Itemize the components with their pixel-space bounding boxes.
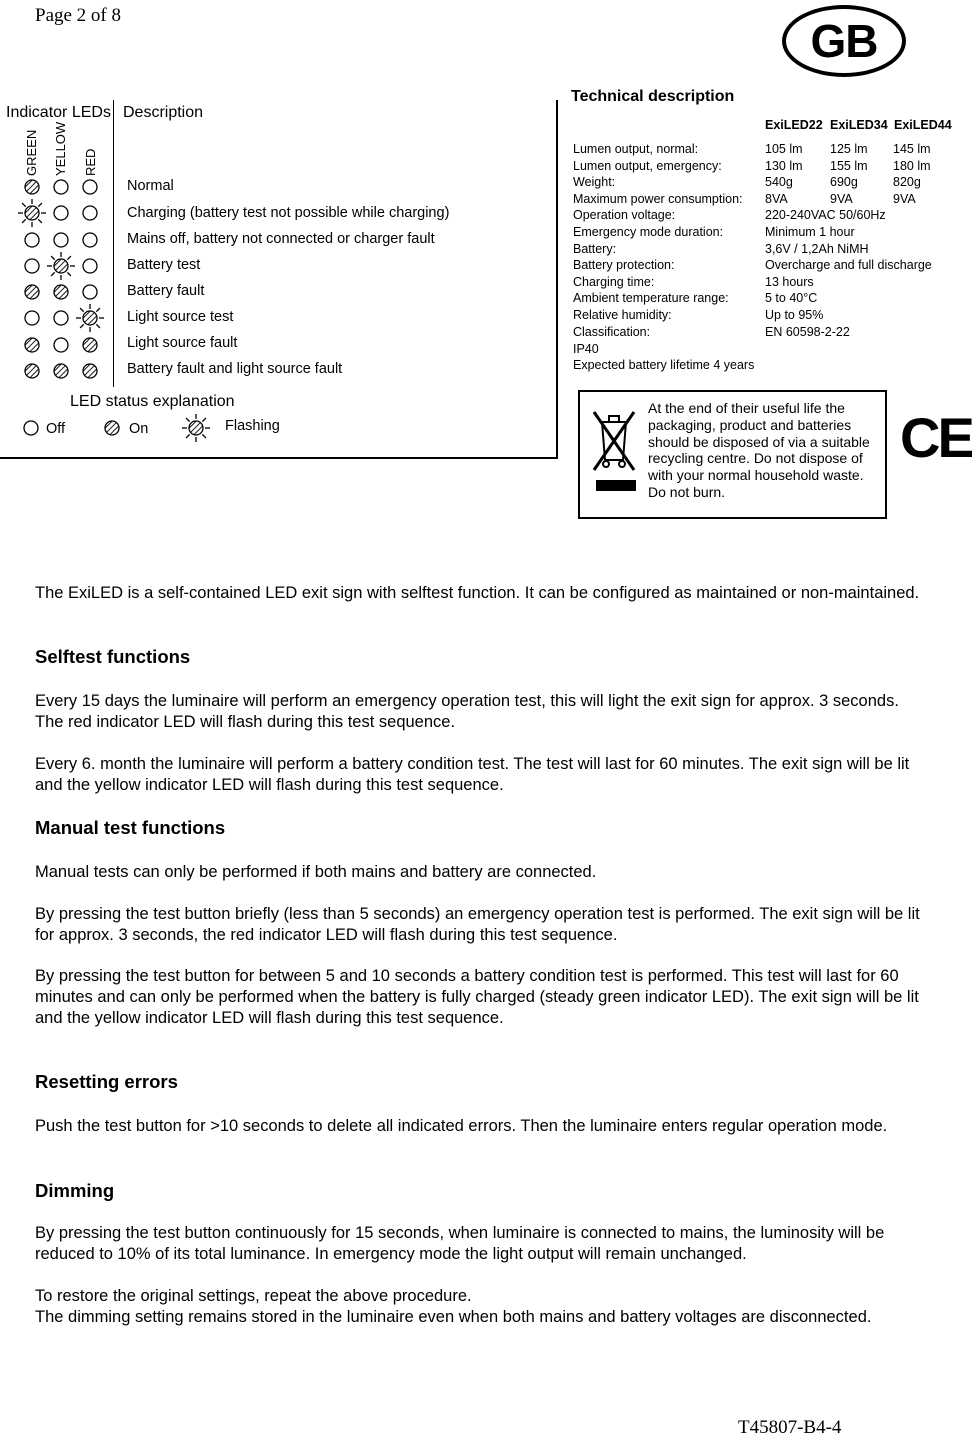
led-on-icon [46,356,76,386]
led-flashing-icon [17,198,47,228]
led-indicator [17,251,43,277]
led-off-icon [16,413,46,443]
model-header-2: ExiLED44 [894,118,952,132]
tech-label: Relative humidity: [573,308,672,322]
led-indicator [75,303,101,329]
battery-lifetime: Expected battery lifetime 4 years [573,358,755,372]
tech-value: 9VA [830,191,853,206]
tech-value: 105 lm [765,142,803,156]
technical-title: Technical description [571,88,735,105]
tech-value: Minimum 1 hour [765,225,855,239]
ip-rating: IP40 [573,342,599,356]
led-flashing-icon [75,303,105,333]
indicator-leds-header: Indicator LEDs [6,104,111,121]
row-desc-6: Light source fault [127,335,238,351]
legend-led [97,413,123,439]
tech-value: 130 lm [765,158,803,173]
tech-value: 145 lm [893,142,931,156]
legend-led [16,413,42,439]
led-indicator [46,251,72,277]
tech-label: Battery protection: [573,258,675,273]
tech-label: Emergency mode duration: [573,225,724,239]
led-indicator [17,198,43,224]
led-indicator [17,303,43,329]
led-on-icon [17,356,47,386]
tech-value: EN 60598-2-22 [765,324,850,339]
row-desc-1: Charging (battery test not possible while charging) [127,205,450,221]
led-indicator [46,330,72,356]
legend-on-label: On [129,421,149,437]
led-indicator [17,172,43,198]
selftest-p2: Every 6. month the luminaire will perform a battery condition test. The test will last for 60 minutes. The exit sign will be lit and the yellow indicator LED will flash during this test sequence. [35,755,910,794]
dimming-heading: Dimming [35,1180,115,1201]
tech-value: 3,6V / 1,2Ah NiMH [765,241,869,256]
row-desc-2: Mains off, battery not connected or charger fault [127,231,435,247]
tech-label: Classification: [573,324,651,339]
tech-value: 155 lm [830,158,868,173]
led-indicator [75,198,101,224]
led-table-divider [113,100,114,387]
manual-p1: Manual tests can only be performed if both mains and battery are connected. [35,863,597,881]
led-indicator [46,225,72,251]
led-indicator [75,277,101,303]
tech-value: 820g [893,175,921,190]
led-flashing-icon [181,413,211,443]
led-indicator [46,303,72,329]
led-indicator [46,172,72,198]
led-indicator [75,356,101,382]
tech-value: 9VA [893,191,916,206]
row-desc-7: Battery fault and light source fault [127,361,343,377]
manual-p3: By pressing the test button for between 5 and 10 seconds a battery condition test is performed. This test will last for 60 minutes and can only be performed when the battery is fully charged (steady green indicator LED). The exit sign will be lit and the yellow indicator LED will flash during this test sequence. [35,967,919,1027]
country-badge [782,5,906,77]
led-indicator [75,251,101,277]
tech-value: 8VA [765,191,788,206]
led-indicator [75,330,101,356]
led-on-icon [75,356,105,386]
row-desc-5: Light source test [127,309,234,325]
led-off-icon [17,303,47,333]
description-header: Description [123,104,204,121]
led-indicator [46,356,72,382]
legend-led [181,413,207,439]
dimming-p1: By pressing the test button continuously for 15 seconds, when luminaire is connected to mains, the luminosity will be reduced to 10% of its total luminance. In emergency mode the light output will remain unchanged. [35,1224,885,1263]
tech-label: Battery: [573,241,617,256]
manual-p2: By pressing the test button briefly (less than 5 seconds) an emergency operation test is performed. The exit sign will be lit for approx. 3 seconds, the red indicator LED will flash during this test sequence. [35,905,920,944]
resetting-p1: Push the test button for >10 seconds to delete all indicated errors. Then the luminaire enters regular operation mode. [35,1117,888,1135]
page-number: Page 2 of 8 [35,5,122,26]
country-code: GB [810,15,878,67]
row-desc-4: Battery fault [127,283,205,299]
tech-value: 540g [765,175,793,190]
tech-value: 13 hours [765,274,814,289]
tech-label: Lumen output, emergency: [573,158,722,173]
dimming-p3: The dimming setting remains stored in the luminaire even when both mains and battery voltages are disconnected. [35,1308,872,1326]
tech-value: Up to 95% [765,308,824,322]
model-header-1: ExiLED34 [830,118,888,132]
tech-label: Ambient temperature range: [573,291,729,306]
tech-label: Operation voltage: [573,208,676,223]
tech-value: 5 to 40°C [765,291,818,306]
dimming-p2: To restore the original settings, repeat the above procedure. [35,1287,472,1305]
tech-label: Weight: [573,175,616,190]
manual-heading: Manual test functions [35,817,226,838]
col-yellow: YELLOW [53,121,68,176]
ce-mark: CE [900,406,972,469]
row-desc-3: Battery test [127,257,201,273]
led-off-icon [46,198,76,228]
led-on-icon [97,413,127,443]
tech-value: 220-240VAC 50/60Hz [765,208,886,223]
legend-off-label: Off [46,421,66,437]
led-indicator [75,225,101,251]
led-off-icon [75,198,105,228]
col-green: GREEN [24,129,39,176]
tech-label: Maximum power consumption: [573,191,743,206]
tech-value: Overcharge and full discharge [765,258,932,273]
tech-value: 180 lm [893,158,931,173]
led-off-icon [46,303,76,333]
tech-label: Lumen output, normal: [573,142,699,156]
led-indicator [17,330,43,356]
led-indicator [75,172,101,198]
tech-value: 125 lm [830,142,868,156]
tech-label: Charging time: [573,274,655,289]
tech-value: 690g [830,175,858,190]
led-indicator [17,356,43,382]
led-indicator [46,277,72,303]
disposal-text: At the end of their useful life the packaging, product and batteries should be disposed of via a suitable recycling centre. Do not dispose of with your normal household waste. Do not burn. [648,400,870,500]
selftest-heading: Selftest functions [35,646,191,667]
led-indicator [17,225,43,251]
document-code: T45807-B4-4 [738,1417,842,1438]
legend-flashing-label: Flashing [225,418,280,434]
led-indicator [17,277,43,303]
selftest-p1: Every 15 days the luminaire will perform an emergency operation test, this will light the exit sign for approx. 3 seconds. The red indicator LED will flash during this test sequence. [35,692,899,731]
col-red: RED [83,148,98,176]
wheelie-bin-crossed-icon [590,408,640,493]
row-desc-0: Normal [127,178,174,194]
led-indicator [46,198,72,224]
resetting-heading: Resetting errors [35,1071,178,1092]
model-header-0: ExiLED22 [765,118,823,132]
led-legend-title: LED status explanation [70,393,235,410]
intro-paragraph: The ExiLED is a self-contained LED exit sign with selftest function. It can be configured as maintained or non-maintained. [35,584,920,602]
